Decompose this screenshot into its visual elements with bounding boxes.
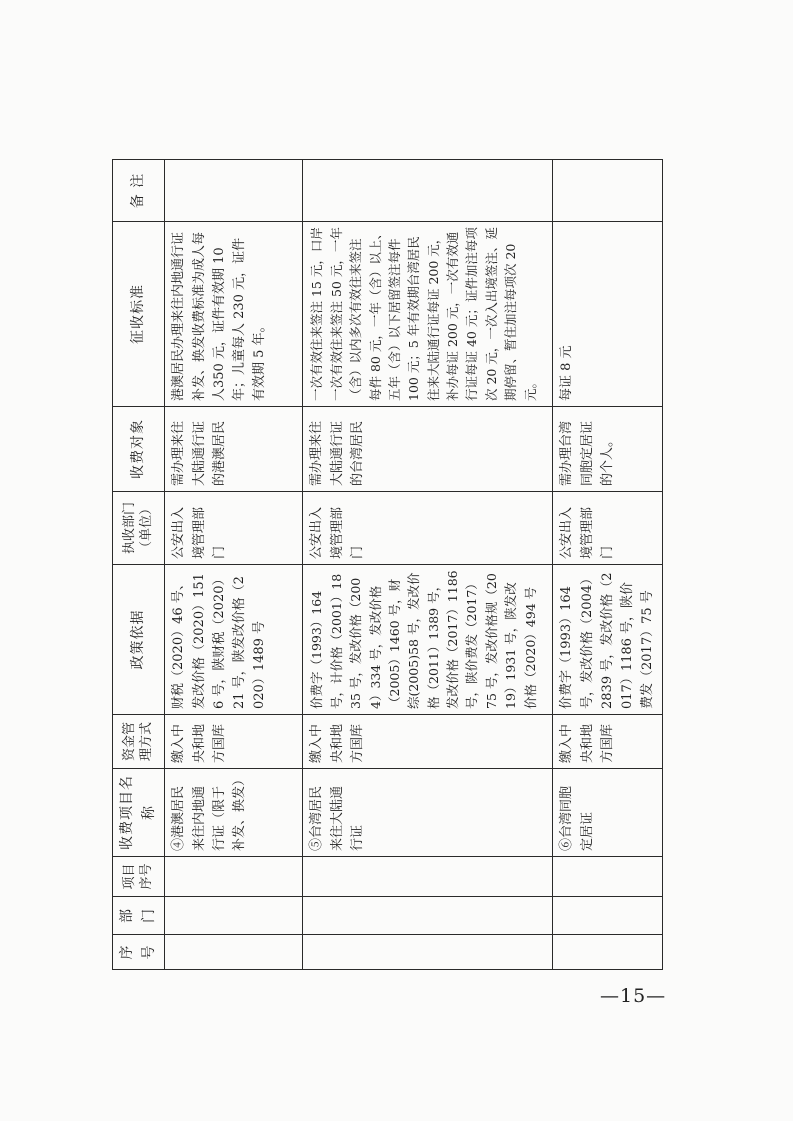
header-basis: 政策依据 xyxy=(113,565,165,715)
header-item-seq: 项目序号 xyxy=(113,857,165,897)
cell-target: 需办理来往大陆通行证的港澳居民 xyxy=(165,407,303,492)
cell-standard: 每证 8 元 xyxy=(553,222,663,407)
header-note: 备 注 xyxy=(113,160,165,222)
cell-basis: 财税（2020）46 号、发改价格（2020）1516 号，陕财税（2020）21 号，陕发改价格（2020）1489 号 xyxy=(165,565,303,715)
table-header-row xyxy=(113,160,165,970)
cell-basis: 价费字（1993）164 号，计价格（2001）1835 号，发改价格（2004）334 号，发改价格（2005）1460 号，财综(2005)58 号，发改价格（2011）1389 号，发改价格（2017）1186 号，陕价费发（2017）75 号，发改价格规（2019）1931 号，陕发改价格（2020）494 号 xyxy=(303,565,553,715)
header-fund: 资金管理方式 xyxy=(113,715,165,769)
cell-item-name: ④港澳居民来往内地通行证（限于补发、换发） xyxy=(165,769,303,857)
table-row xyxy=(165,160,303,970)
cell-standard: 一次有效往来签注 15 元，口岸一次有效往来签注 50 元，一年（含）以内多次有效往来签注每件 80 元，一年（含）以上、五年（含）以下居留签注每件 100 元；5 年有效期台湾居民往来大陆通行证每证 200 元，补办每证 200 元，一次有效通行证每证 40 元；证件加注每项次 20 元，一次入出境签注、延期停留、暂住加注每项次 20 元。 xyxy=(303,222,553,407)
cell-item-seq xyxy=(165,857,303,897)
cell-unit: 公安出入境管理部门 xyxy=(165,492,303,565)
cell-target: 需办理来往大陆通行证的台湾居民 xyxy=(303,407,553,492)
cell-standard: 港澳居民办理来往内地通行证补发、换发收费标准为成人每人350 元，证件有效期 10 年；儿童每人 230 元，证件有效期 5 年。 xyxy=(165,222,303,407)
cell-seq xyxy=(165,935,303,970)
rotated-table-container xyxy=(112,160,655,970)
cell-note xyxy=(553,160,663,222)
cell-unit: 公安出入境管理部门 xyxy=(553,492,663,565)
fee-table xyxy=(112,159,663,970)
cell-dept xyxy=(553,897,663,935)
header-standard: 征收标准 xyxy=(113,222,165,407)
header-seq: 序号 xyxy=(113,935,165,970)
cell-seq xyxy=(553,935,663,970)
cell-basis: 价费字（1993）164 号，发改价格（2004）2839 号，发改价格（2017）1186 号，陕价费发（2017）75 号 xyxy=(553,565,663,715)
table-row xyxy=(303,160,553,970)
header-unit: 执收部门（单位） xyxy=(113,492,165,565)
cell-target: 需办理台湾同胞定居证的个人。 xyxy=(553,407,663,492)
cell-fund: 缴入中央和地方国库 xyxy=(303,715,553,769)
cell-item-seq xyxy=(303,857,553,897)
cell-item-name: ⑤台湾居民来往大陆通行证 xyxy=(303,769,553,857)
cell-fund: 缴入中央和地方国库 xyxy=(165,715,303,769)
cell-note xyxy=(165,160,303,222)
cell-unit: 公安出入境管理部门 xyxy=(303,492,553,565)
table-row xyxy=(553,160,663,970)
cell-item-name: ⑥台湾同胞定居证 xyxy=(553,769,663,857)
cell-fund: 缴入中央和地方国库 xyxy=(553,715,663,769)
page-number: —15— xyxy=(600,985,667,1007)
cell-dept xyxy=(165,897,303,935)
cell-item-seq xyxy=(553,857,663,897)
header-target: 收费对象 xyxy=(113,407,165,492)
header-dept: 部门 xyxy=(113,897,165,935)
cell-seq xyxy=(303,935,553,970)
cell-note xyxy=(303,160,553,222)
cell-dept xyxy=(303,897,553,935)
header-item-name: 收费项目名称 xyxy=(113,769,165,857)
